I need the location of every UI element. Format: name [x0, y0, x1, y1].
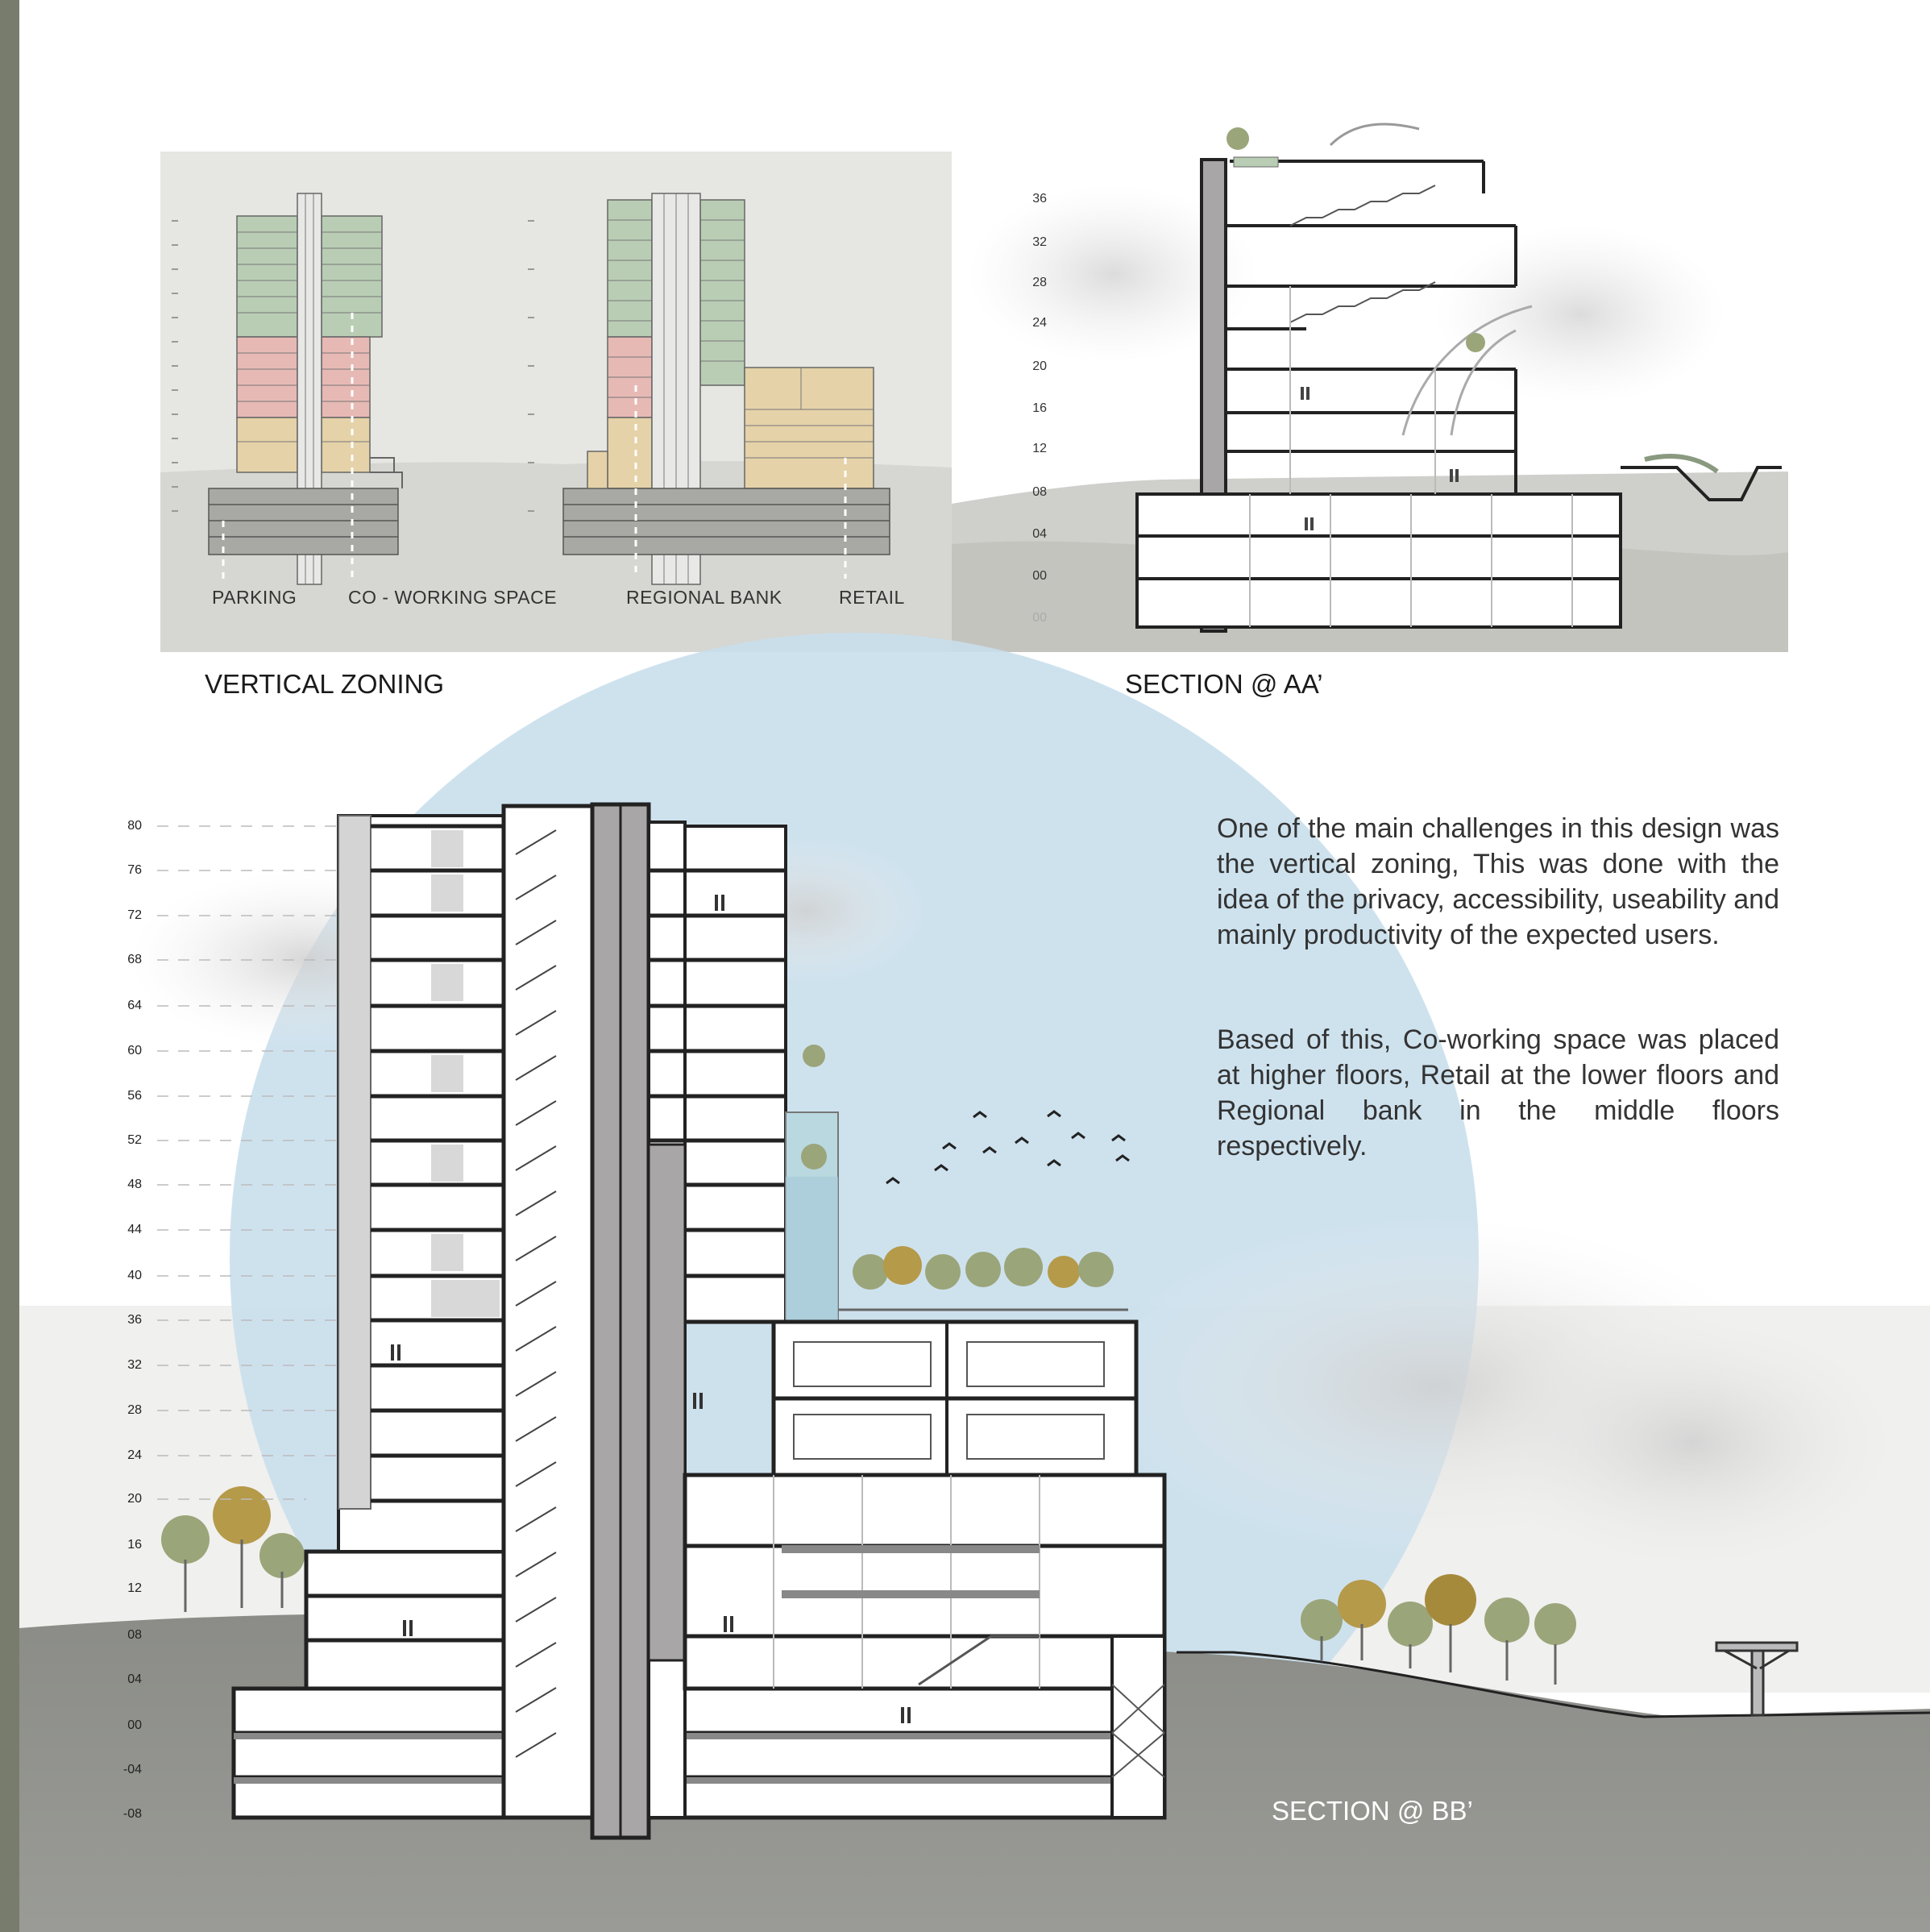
bb-level-44: 44: [127, 1223, 142, 1236]
bb-level-76: 76: [127, 863, 142, 877]
bb-level-36: 36: [127, 1313, 142, 1327]
aa-level-00: 00: [1032, 569, 1047, 583]
aa-level-28: 28: [1032, 276, 1047, 289]
bb-level-20: 20: [127, 1492, 142, 1506]
caption-section-aa: SECTION @ AA’: [1125, 669, 1323, 699]
aa-level-12: 12: [1032, 442, 1047, 455]
aa-level-36: 36: [1032, 192, 1047, 206]
bb-level-28: 28: [127, 1403, 142, 1417]
bb-level-08: 08: [127, 1628, 142, 1642]
aa-level-08: 08: [1032, 485, 1047, 499]
aa-level-24: 24: [1032, 316, 1047, 330]
aa-level-04: 04: [1032, 527, 1047, 541]
bb-level-72: 72: [127, 908, 142, 922]
zone-label-coworking: CO - WORKING SPACE: [348, 587, 558, 608]
aa-level-20: 20: [1032, 359, 1047, 373]
bb-level-minus-04: -04: [122, 1763, 142, 1776]
aa-level-32: 32: [1032, 235, 1047, 249]
zone-label-regional-bank: REGIONAL BANK: [626, 587, 782, 608]
bb-level-68: 68: [127, 953, 142, 966]
bb-level-60: 60: [127, 1044, 142, 1057]
caption-vertical-zoning: VERTICAL ZONING: [205, 669, 445, 699]
description-paragraph-1: One of the main challenges in this design was the vertical zoning, This was done with the idea of the privacy, accessibility, useability and mainly productivity of the expected users.: [1217, 813, 1779, 950]
aa-level-16: 16: [1032, 401, 1047, 415]
bb-level-64: 64: [127, 999, 142, 1012]
zone-label-retail: RETAIL: [839, 587, 905, 608]
bb-level-00: 00: [127, 1718, 142, 1732]
bb-level-40: 40: [127, 1269, 142, 1282]
bb-level-12: 12: [127, 1581, 142, 1595]
bb-level-52: 52: [127, 1133, 142, 1147]
bb-level-48: 48: [127, 1178, 142, 1191]
bb-level-56: 56: [127, 1089, 142, 1103]
bb-level-16: 16: [127, 1538, 142, 1552]
bb-level-04: 04: [127, 1672, 142, 1686]
caption-section-bb: SECTION @ BB’: [1272, 1796, 1473, 1826]
aa-level-00-lower: 00: [1032, 611, 1047, 625]
bb-level-80: 80: [127, 819, 142, 833]
bb-level-24: 24: [127, 1448, 142, 1462]
zone-label-parking: PARKING: [212, 587, 297, 608]
bb-level-32: 32: [127, 1358, 142, 1372]
description-paragraph-2: Based of this, Co-working space was placed at higher floors, Retail at the lower floors and Regional bank in the middle floors respectively.: [1217, 1024, 1779, 1161]
bb-level-minus-08: -08: [122, 1807, 142, 1821]
